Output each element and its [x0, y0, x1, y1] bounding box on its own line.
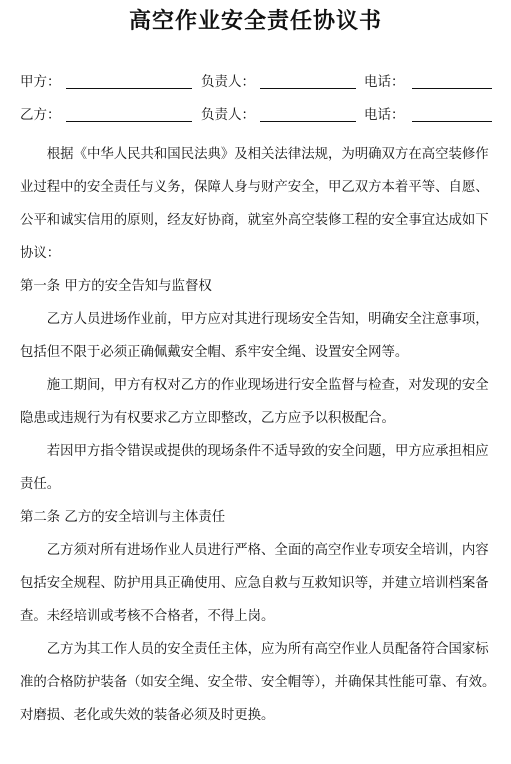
- party-b-phone-label: 电话：: [364, 107, 405, 123]
- article-1-heading: 第一条 甲方的安全告知与监督权: [20, 279, 212, 294]
- party-a-label: 甲方：: [20, 74, 61, 90]
- party-b-person-blank[interactable]: [260, 121, 356, 122]
- article-2-paragraph: 乙方为其工作人员的安全责任主体，应为所有高空作业人员配备符合国家标准的合格防护装备（如安全绳、安全带、安全帽等），并确保其性能可靠、有效。对磨损、老化或失效的装备必须及时更换。: [20, 642, 496, 723]
- article-1-paragraph: 若因甲方指令错误或提供的现场条件不适导致的安全问题，甲方应承担相应责任。: [20, 444, 489, 492]
- party-b-phone-blank[interactable]: [412, 121, 492, 122]
- article-1-paragraph: 施工期间，甲方有权对乙方的作业现场进行安全监督与检查，对发现的安全隐患或违规行为有权要求乙方立即整改，乙方应予以积极配合。: [20, 378, 489, 426]
- party-b-person-label: 负责人：: [201, 107, 255, 123]
- party-b-row: [20, 104, 500, 126]
- party-a-person-label: 负责人：: [201, 74, 255, 90]
- party-b-blank[interactable]: [66, 121, 192, 122]
- intro-paragraph: 根据《中华人民共和国民法典》及相关法律法规，为明确双方在高空装修作业过程中的安全责任与义务，保障人身与财产安全，甲乙双方本着平等、自愿、公平和诚实信用的原则，经友好协商，就室外高空装修工程的安全事宜达成如下协议：: [20, 147, 489, 261]
- party-a-person-blank[interactable]: [260, 88, 356, 89]
- article-2-paragraph: 乙方须对所有进场作业人员进行严格、全面的高空作业专项安全培训，内容包括安全规程、防护用具正确使用、应急自救与互救知识等，并建立培训档案备查。未经培训或考核不合格者，不得上岗。: [20, 543, 489, 624]
- party-b-label: 乙方：: [20, 107, 61, 123]
- article-2-heading: 第二条 乙方的安全培训与主体责任: [20, 510, 226, 525]
- agreement-body: [20, 138, 498, 732]
- document-title: 高空作业安全责任协议书: [128, 8, 382, 34]
- party-a-row: [20, 71, 500, 93]
- party-a-phone-blank[interactable]: [412, 88, 492, 89]
- party-a-phone-label: 电话：: [364, 74, 405, 90]
- party-a-blank[interactable]: [66, 88, 192, 89]
- article-1-paragraph: 乙方人员进场作业前，甲方应对其进行现场安全告知，明确安全注意事项，包括但不限于必须正确佩戴安全帽、系牢安全绳、设置安全网等。: [20, 312, 489, 360]
